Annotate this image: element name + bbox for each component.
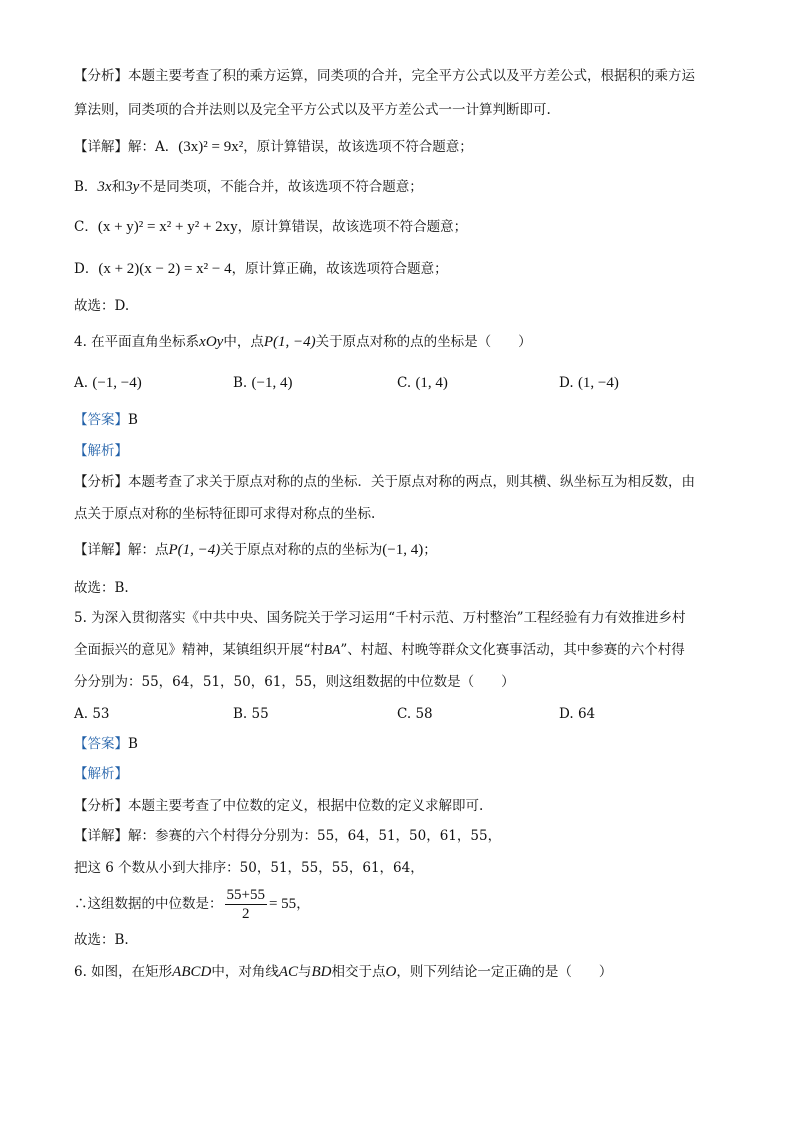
q5-detail-line-2: 把这 6 个数从小到大排序：50，51，55，55，61，64， [74,860,424,876]
q5-option-d-value: 64 [577,706,596,722]
q4-analysis-line-2: 点关于原点对称的坐标特征即可求得对称点的坐标. [74,506,376,522]
q4-option-c-value: (1, 4) [415,375,448,391]
q5-option-c-value: 58 [415,706,433,722]
q6-stem-b: 中，对角线 [211,964,279,980]
q4-stem-c: 关于原点对称的点的坐标是（ ） [315,334,532,350]
q4-stem-b: 中，点 [223,334,264,350]
q4-option-b-label: B. [233,375,248,391]
q5-detail-line-1: 【详解】解：参赛的六个村得分分别为：55，64，51，50，61，55， [74,828,502,844]
q4-detail-point: P(1, −4) [168,542,221,558]
q5-option-b-value: 55 [251,706,269,722]
q3-analysis-line-1: 【分析】本题主要考查了积的乘方运算，同类项的合并，完全平方公式以及平方差公式，根据积的乘方运 [74,68,695,84]
q5-analysis-tag: 【解析】 [74,766,128,782]
q5-answer-value: B [128,736,138,752]
q4-option-b-value: (−1, 4) [251,375,293,391]
q3-b-mid: 和 [111,179,126,195]
q4-detail-b: 关于原点对称的点的坐标为 [220,542,383,558]
q4-analysis-tag: 【解析】 [74,443,128,459]
q4-option-a [74,373,142,393]
q5-detail-l3b: ， [296,896,310,912]
q4-option-d-label: D. [559,375,574,391]
q3-detail-c [74,217,467,237]
q4-stem-xoy: xOy [199,334,224,350]
q3-d-expression: (x + 2)(x − 2) = x² − 4 [98,261,232,277]
q3-c-expression: (x + y)² = x² + y² + 2xy [97,219,238,235]
q5-fraction-denominator: 2 [241,906,250,922]
q4-stem-a: 4. 在平面直角坐标系 [74,334,200,350]
q4-option-a-label: A. [74,375,89,391]
q3-detail-a [74,137,473,157]
q3-b-term-2: 3y [125,179,140,195]
q6-stem-d: 相交于点 [331,964,386,980]
q4-option-c [397,373,448,393]
q6-stem-o: O [385,964,397,980]
q3-b-term-1: 3x [97,179,112,195]
q3-detail-a-conclusion: ，原计算错误，故该选项不符合题意； [243,139,473,155]
q4-option-d-value: (1, −4) [577,375,619,391]
q5-option-c [397,704,433,724]
q4-stem-point: P(1, −4) [263,334,316,350]
q6-stem-a: 6. 如图，在矩形 [74,964,173,980]
q6-stem-e: ，则下列结论一定正确的是（ ） [396,964,613,980]
q4-detail-result: (−1, 4) [382,542,424,558]
q3-choose: 故选：D. [74,298,130,314]
q4-answer-value: B [128,412,138,428]
q3-analysis-line-2: 算法则，同类项的合并法则以及完全平方公式以及平方差公式一一计算判断即可. [74,102,551,118]
q5-stem-l2a: 全面振兴的意见》精神，某镇组织开展“村 [74,642,324,658]
q5-choose: 故选：B. [74,932,129,948]
q4-detail-a: 【详解】解：点 [74,542,169,558]
q5-option-b [233,704,269,724]
q5-fraction-result: = 55 [268,896,297,912]
q3-detail-prefix: 【详解】解：A． [74,139,179,155]
q5-option-c-label: C. [397,706,412,722]
q3-c-conclusion: ，原计算错误，故该选项不符合题意； [237,219,468,235]
q5-answer [74,734,138,754]
q4-option-c-label: C. [397,375,412,391]
q4-detail [74,540,437,560]
q3-detail-a-expression: (3x)² = 9x² [178,139,244,155]
q6-stem-c: 与 [298,964,312,980]
q6-stem-bd: BD [311,964,332,980]
q3-c-prefix: C． [74,219,98,235]
q3-detail-b [74,177,423,197]
q4-choose: 故选：B. [74,580,129,596]
q6-stem-ac: AC [278,964,299,980]
q4-answer-tag: 【答案】 [74,412,128,428]
q5-stem-l2b: ”、村超、村晚等群众文化赛事活动，其中参赛的六个村得 [340,642,685,658]
q5-option-b-label: B. [233,706,248,722]
q4-analysis-line-1: 【分析】本题考查了求关于原点对称的点的坐标．关于原点对称的两点，则其横、纵坐标互为相反数，由 [74,474,695,490]
q3-detail-d [74,259,448,279]
q4-answer [74,410,138,430]
q5-stem-line-1: 5. 为深入贯彻落实《中共中央、国务院关于学习运用“千村示范、万村整治”工程经验有力有效推进乡村 [74,610,686,626]
q5-answer-tag: 【答案】 [74,736,128,752]
q4-option-a-value: (−1, −4) [92,375,142,391]
q5-option-d [559,704,595,724]
q5-stem-line-3: 分分别为：55，64，51，50，61，55，则这组数据的中位数是（ ） [74,674,515,690]
q5-option-a-label: A. [74,706,89,722]
q5-option-a [74,704,110,724]
q5-option-a-value: 53 [92,706,110,722]
q6-stem-abcd: ABCD [172,964,212,980]
q3-b-conclusion: 不是同类项，不能合并，故该选项不符合题意； [139,179,423,195]
q4-option-b [233,373,292,393]
q5-detail-l3a: ∴这组数据的中位数是： [74,896,223,912]
q3-d-prefix: D． [74,261,99,277]
q5-stem-line-2 [74,640,685,660]
q3-b-prefix: B． [74,179,98,195]
q4-detail-c: ； [423,542,437,558]
q4-stem [74,332,532,352]
q5-option-d-label: D. [559,706,574,722]
q5-analysis: 【分析】本题主要考查了中位数的定义，根据中位数的定义求解即可. [74,798,484,814]
q5-fraction-numerator: 55+55 [226,887,265,903]
q3-d-conclusion: ，原计算正确，故该选项符合题意； [231,261,448,277]
q5-stem-ba: BA [323,642,341,657]
q6-stem [74,962,612,982]
q4-option-d [559,373,619,393]
q5-median-fraction [225,886,267,923]
q5-detail-line-3 [74,884,310,924]
